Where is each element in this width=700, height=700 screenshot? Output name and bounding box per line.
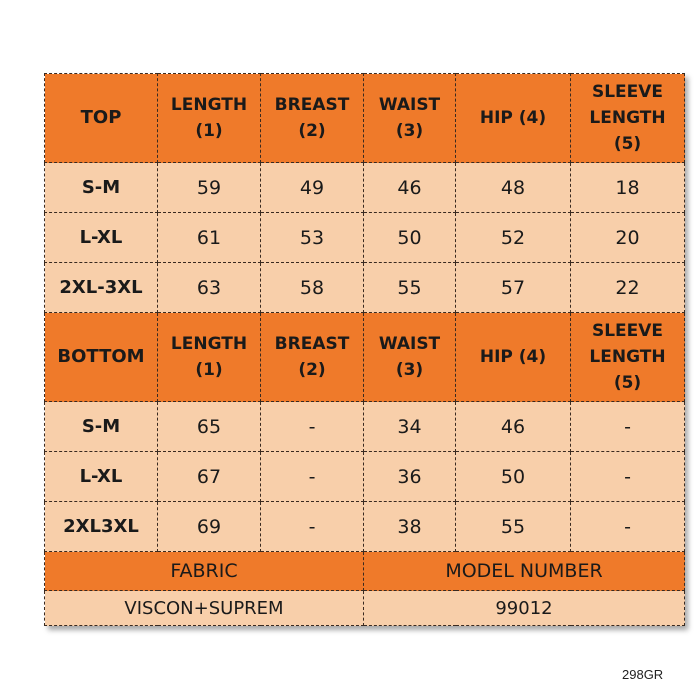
hip-value: 48 [456,163,571,213]
breast-value: - [261,502,364,552]
waist-value: 46 [364,163,456,213]
footer-value-row [45,591,685,626]
length-header: LENGTH (1) [158,313,261,402]
length-value: 59 [158,163,261,213]
length-header: LENGTH (1) [158,74,261,163]
sleeve-length-value: 22 [571,263,685,313]
table-row [45,163,685,213]
table-row [45,402,685,452]
breast-value: 58 [261,263,364,313]
sleeve-length-value: 20 [571,213,685,263]
length-value: 67 [158,452,261,502]
waist-value: 36 [364,452,456,502]
size-label: S-M [45,163,158,213]
breast-value: 53 [261,213,364,263]
sleeve-length-value: - [571,502,685,552]
breast-header: BREAST (2) [261,74,364,163]
sleeve-length-value: - [571,402,685,452]
model-number-label: MODEL NUMBER [364,552,685,591]
waist-header: WAIST (3) [364,74,456,163]
waist-header: WAIST (3) [364,313,456,402]
size-chart [44,73,684,626]
hip-value: 46 [456,402,571,452]
breast-header: BREAST (2) [261,313,364,402]
product-code: 298GR [622,667,664,682]
size-label: 2XL-3XL [45,263,158,313]
length-value: 63 [158,263,261,313]
breast-value: - [261,452,364,502]
waist-value: 38 [364,502,456,552]
hip-header: HIP (4) [456,313,571,402]
waist-value: 50 [364,213,456,263]
length-value: 65 [158,402,261,452]
size-label: L-XL [45,452,158,502]
table-row [45,263,685,313]
table-row [45,213,685,263]
fabric-label: FABRIC [45,552,364,591]
length-value: 61 [158,213,261,263]
bottom-section-label: BOTTOM [45,313,158,402]
top-header-row [45,74,685,163]
size-label: S-M [45,402,158,452]
waist-value: 34 [364,402,456,452]
length-value: 69 [158,502,261,552]
table-row [45,502,685,552]
waist-value: 55 [364,263,456,313]
hip-value: 52 [456,213,571,263]
hip-value: 57 [456,263,571,313]
hip-value: 55 [456,502,571,552]
size-label: 2XL3XL [45,502,158,552]
model-number-value: 99012 [364,591,685,626]
hip-value: 50 [456,452,571,502]
sleeve-length-header: SLEEVE LENGTH (5) [571,313,685,402]
fabric-value: VISCON+SUPREM [45,591,364,626]
sleeve-length-header: SLEEVE LENGTH (5) [571,74,685,163]
footer-header-row [45,552,685,591]
hip-header: HIP (4) [456,74,571,163]
table-row [45,452,685,502]
size-table [44,73,685,626]
size-label: L-XL [45,213,158,263]
bottom-header-row [45,313,685,402]
top-section-label: TOP [45,74,158,163]
sleeve-length-value: 18 [571,163,685,213]
breast-value: 49 [261,163,364,213]
sleeve-length-value: - [571,452,685,502]
breast-value: - [261,402,364,452]
